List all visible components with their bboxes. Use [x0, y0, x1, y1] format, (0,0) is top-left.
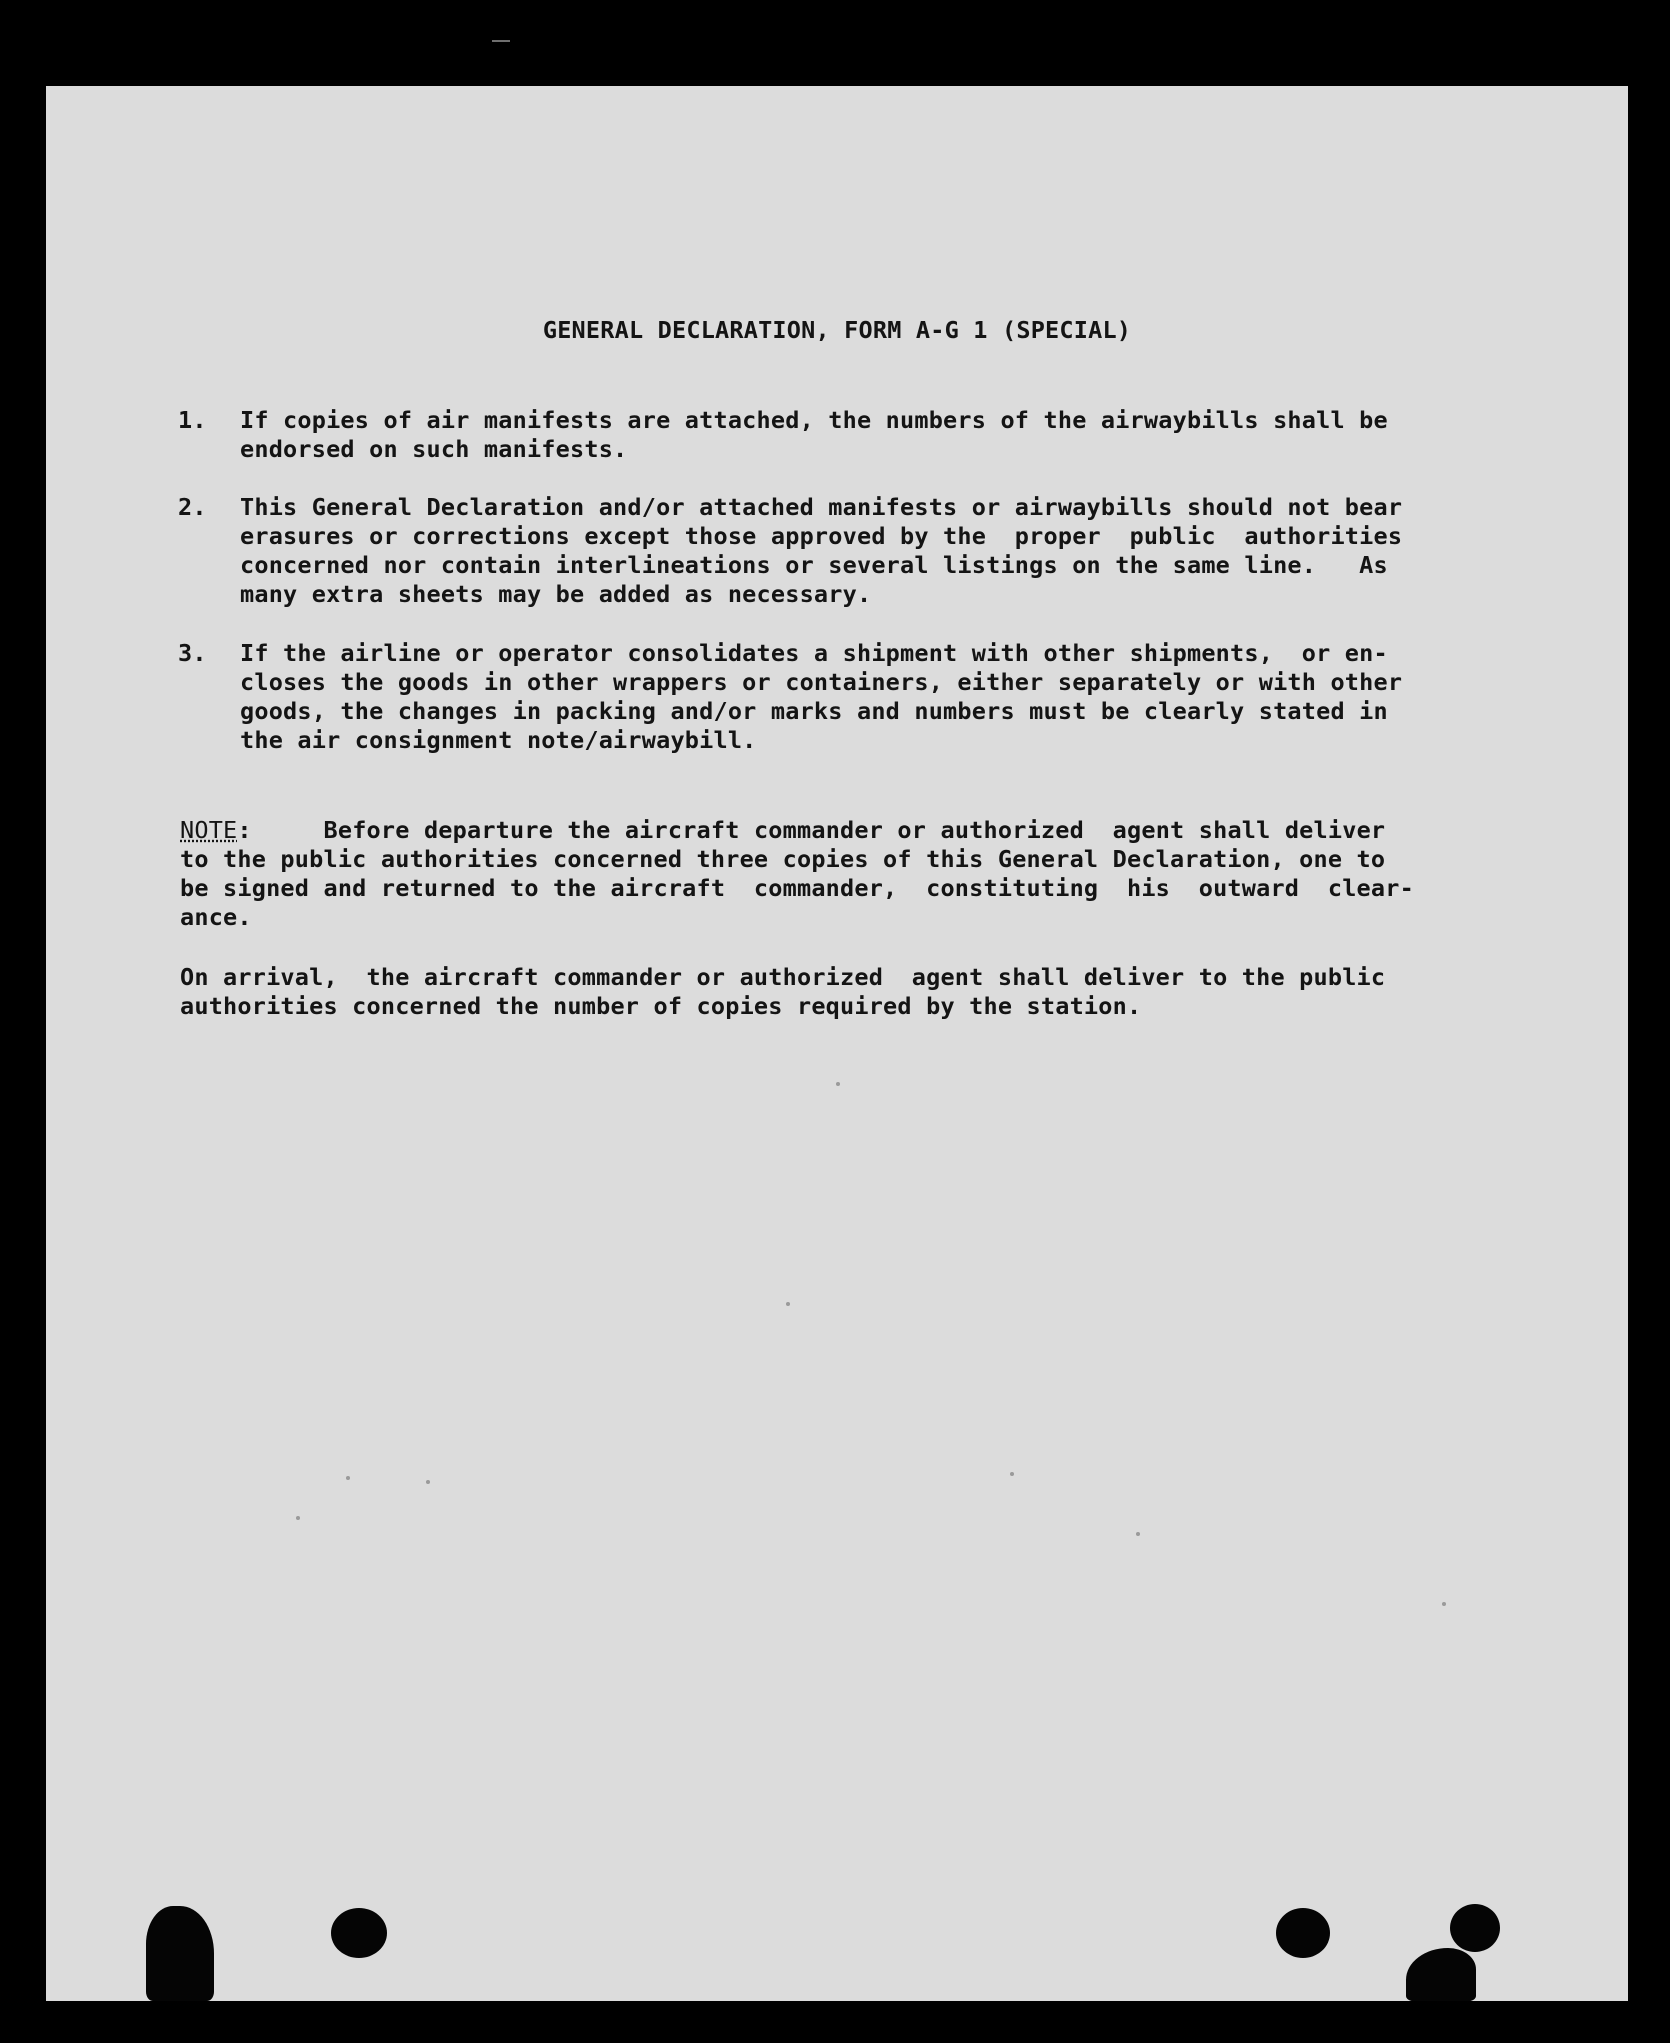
item-text-line: If copies of air manifests are attached, the numbers of the airwaybills shall be	[240, 406, 1388, 434]
binding-hole-mark	[1276, 1908, 1330, 1958]
scan-speck	[1136, 1532, 1140, 1536]
item-text-line: the air consignment note/airwaybill.	[240, 726, 757, 754]
binding-hole-mark	[146, 1906, 214, 2001]
binding-hole-mark	[1450, 1904, 1500, 1952]
item-text-line: concerned nor contain interlineations or several listings on the same line. As	[240, 551, 1388, 579]
scan-speck	[426, 1480, 430, 1484]
scan-speck	[346, 1476, 350, 1480]
item-number: 2.	[178, 493, 207, 521]
item-text-line: This General Declaration and/or attached manifests or airwaybills should not bear	[240, 493, 1403, 521]
scan-speck	[1442, 1602, 1446, 1606]
arrival-text-line: On arrival, the aircraft commander or authorized agent shall deliver to the public	[180, 963, 1386, 991]
binding-hole-mark	[1406, 1948, 1476, 2001]
item-text-line: endorsed on such manifests.	[240, 435, 628, 463]
binding-hole-mark	[331, 1908, 387, 1958]
note-text-line: ance.	[180, 903, 252, 931]
item-text-line: many extra sheets may be added as necessary.	[240, 580, 872, 608]
note-text-line: to the public authorities concerned three copies of this General Declaration, one to	[180, 845, 1386, 873]
item-number: 3.	[178, 639, 207, 667]
item-text-line: If the airline or operator consolidates a shipment with other shipments, or en-	[240, 639, 1388, 667]
document-title: GENERAL DECLARATION, FORM A-G 1 (SPECIAL)	[542, 316, 1132, 344]
scan-speck	[1010, 1472, 1014, 1476]
arrival-text-line: authorities concerned the number of copies required by the station.	[180, 992, 1142, 1020]
item-number: 1.	[178, 406, 207, 434]
note-label: NOTE	[180, 816, 238, 844]
item-text-line: goods, the changes in packing and/or marks and numbers must be clearly stated in	[240, 697, 1388, 725]
item-text-line: closes the goods in other wrappers or containers, either separately or with other	[240, 668, 1403, 696]
document-page	[46, 86, 1628, 2001]
scan-speck	[296, 1516, 300, 1520]
scan-speck	[786, 1302, 790, 1306]
scan-speck	[836, 1082, 840, 1086]
item-text-line: erasures or corrections except those approved by the proper public authorities	[240, 522, 1403, 550]
note-label-suffix: :	[237, 816, 252, 844]
scan-mark	[492, 40, 510, 42]
note-first-line-text: Before departure the aircraft commander or authorized agent shall deliver	[251, 816, 1386, 844]
note-first-line	[180, 816, 1385, 846]
note-text-line: be signed and returned to the aircraft commander, constituting his outward clear-	[180, 874, 1414, 902]
